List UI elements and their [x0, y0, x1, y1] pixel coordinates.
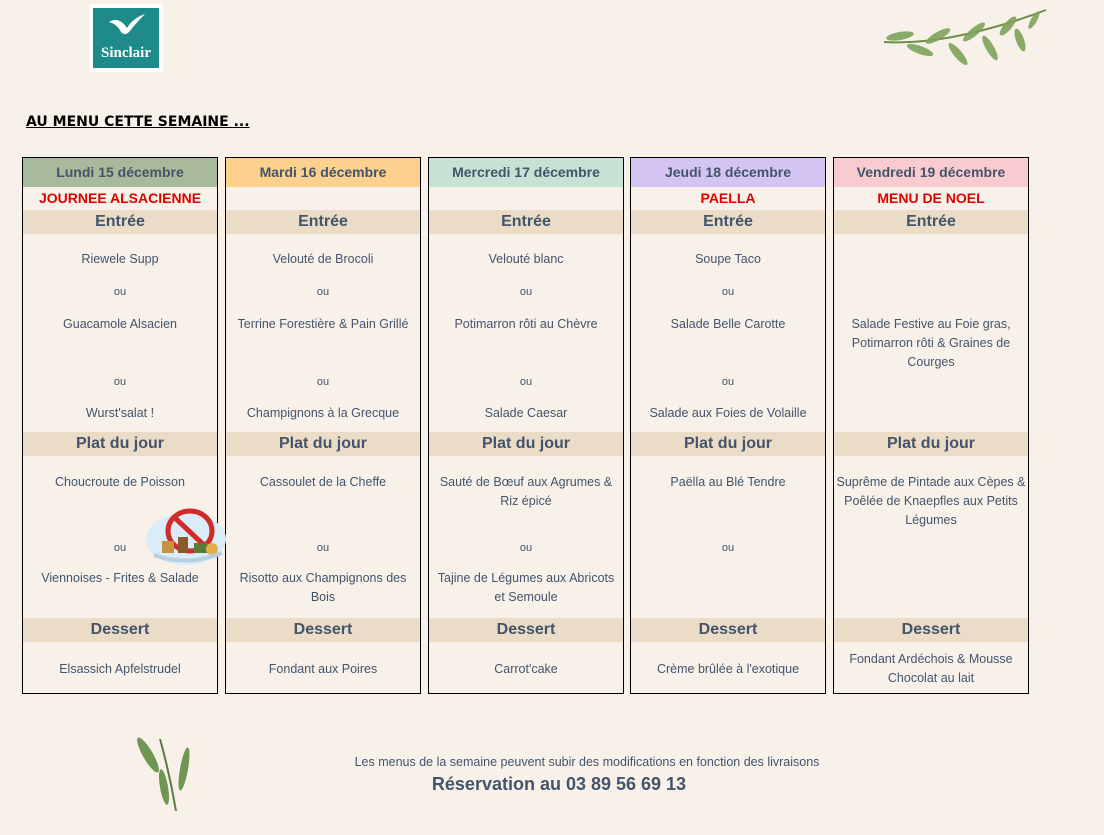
day-header: Mardi 16 décembre [226, 158, 420, 187]
entree-item: Salade Belle Carotte [670, 317, 786, 331]
or-separator: ou [113, 286, 127, 298]
entree-item: Wurst'salat ! [85, 406, 155, 420]
or-separator: ou [519, 286, 533, 298]
section-entree: Entrée [226, 210, 420, 234]
entree-item: Guacamole Alsacien [63, 317, 177, 331]
section-plat: Plat du jour [226, 432, 420, 456]
or-separator: ou [316, 542, 330, 554]
day-theme [429, 187, 623, 209]
reservation-phone: Réservation au 03 89 56 69 13 [431, 774, 687, 794]
or-separator: ou [721, 286, 735, 298]
section-entree: Entrée [23, 210, 217, 234]
or-separator: ou [721, 542, 735, 554]
day-column-monday [22, 157, 218, 694]
dessert-item: Fondant aux Poires [268, 662, 378, 676]
plat-item: Sauté de Bœuf aux Agrumes & Riz épicé [439, 475, 613, 508]
plat-item: Viennoises - Frites & Salade [41, 571, 199, 585]
dessert-item: Carrot'cake [494, 662, 558, 676]
or-separator: ou [316, 376, 330, 388]
plat-item: Risotto aux Champignons des Bois [239, 571, 407, 604]
entree-item: Champignons à la Grecque [246, 406, 400, 420]
entree-item: Soupe Taco [695, 252, 761, 266]
entree-item: Velouté de Brocoli [272, 252, 374, 266]
day-column-friday [833, 157, 1029, 694]
entree-item: Velouté blanc [488, 252, 564, 266]
sinclair-logo [89, 4, 163, 72]
day-theme: JOURNEE ALSACIENNE [38, 190, 202, 206]
day-header: Jeudi 18 décembre [631, 158, 825, 187]
entree-item: Terrine Forestière & Pain Grillé [237, 317, 409, 331]
or-separator: ou [519, 542, 533, 554]
day-header: Mercredi 17 décembre [429, 158, 623, 187]
day-theme: PAELLA [700, 190, 756, 206]
section-dessert: Dessert [226, 618, 420, 642]
day-theme [226, 187, 420, 209]
dessert-item: Crème brûlée à l'exotique [656, 662, 800, 676]
section-plat: Plat du jour [429, 432, 623, 456]
section-plat: Plat du jour [834, 432, 1028, 456]
or-separator: ou [113, 376, 127, 388]
or-separator: ou [519, 376, 533, 388]
plat-item: Choucroute de Poisson [55, 475, 185, 489]
section-entree: Entrée [834, 210, 1028, 234]
entree-item: Salade aux Foies de Volaille [649, 406, 807, 420]
leaf-branch-decoration [880, 6, 1050, 86]
dessert-item: Fondant Ardéchois & Mousse Chocolat au lait [849, 652, 1013, 685]
day-column-tuesday [225, 157, 421, 694]
section-entree: Entrée [429, 210, 623, 234]
seagull-icon [107, 12, 147, 42]
section-plat: Plat du jour [631, 432, 825, 456]
or-separator: ou [721, 376, 735, 388]
entree-item: Salade Caesar [484, 406, 568, 420]
day-column-wednesday [428, 157, 624, 694]
plat-item: Tajine de Légumes aux Abricots et Semoule [437, 571, 615, 604]
section-plat: Plat du jour [23, 432, 217, 456]
plat-item: Suprême de Pintade aux Cèpes & Poêlée de Knaepfles aux Petits Légumes [836, 475, 1026, 527]
entree-item: Potimarron rôti au Chèvre [454, 317, 598, 331]
day-header: Lundi 15 décembre [23, 158, 217, 187]
alsace-sticker-icon [142, 503, 230, 573]
or-separator: ou [316, 286, 330, 298]
or-separator: ou [113, 542, 127, 554]
section-dessert: Dessert [23, 618, 217, 642]
section-dessert: Dessert [429, 618, 623, 642]
day-theme: MENU DE NOEL [877, 190, 985, 206]
entree-item: Riewele Supp [81, 252, 159, 266]
section-entree: Entrée [631, 210, 825, 234]
day-column-thursday [630, 157, 826, 694]
footer-disclaimer: Les menus de la semaine peuvent subir des modifications en fonction des livraisons [354, 755, 820, 769]
section-dessert: Dessert [834, 618, 1028, 642]
plat-item: Paëlla au Blé Tendre [670, 475, 786, 489]
dessert-item: Elsassich Apfelstrudel [59, 662, 181, 676]
menu-heading: AU MENU CETTE SEMAINE ... [26, 114, 250, 130]
logo-text: Sinclair [100, 45, 151, 61]
plat-item: Cassoulet de la Cheffe [259, 475, 387, 489]
entree-item: Salade Festive au Foie gras, Potimarron rôti & Graines de Courges [851, 317, 1011, 369]
day-header: Vendredi 19 décembre [834, 158, 1028, 187]
section-dessert: Dessert [631, 618, 825, 642]
